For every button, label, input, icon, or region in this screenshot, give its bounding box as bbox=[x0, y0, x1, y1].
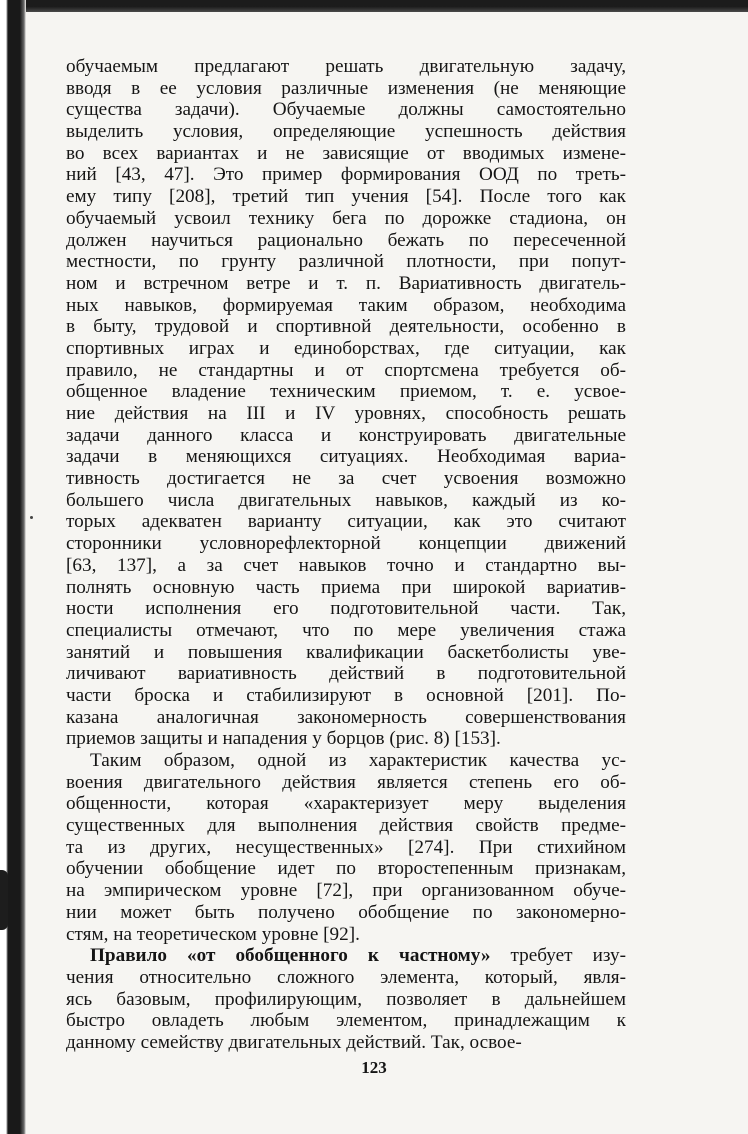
text-line bbox=[66, 945, 626, 967]
text-line: ном и встречном ветре и т. п. Вариативность двигатель- bbox=[66, 272, 626, 294]
text-line: тивность достигается не за счет усвоения возможно bbox=[66, 468, 626, 490]
text-line: казана аналогичная закономерность совершенствования bbox=[66, 706, 626, 728]
text-line: обучении обобщение идет по второстепенным признакам, bbox=[66, 858, 626, 880]
text-line: та из других, несущественных» [274]. При стихийном bbox=[66, 836, 626, 858]
binding-notch bbox=[0, 870, 8, 930]
text-line: вводя в ее условия различные изменения (не меняющие bbox=[66, 77, 626, 99]
text-line: спортивных играх и единоборствах, где ситуации, как bbox=[66, 337, 626, 359]
text-line: сторонники условнорефлекторной концепции движений bbox=[66, 533, 626, 555]
text-line: общенности, которая «характеризует меру выделения bbox=[66, 793, 626, 815]
text-line: занятий и повышения квалификации баскетболисты уве- bbox=[66, 641, 626, 663]
text-line: приемов защиты и нападения у борцов (рис. 8) [153]. bbox=[66, 728, 501, 750]
paragraph-continued bbox=[66, 56, 626, 750]
text-line: стям, на теоретическом уровне [92]. bbox=[66, 923, 360, 945]
text-line: личивают вариативность действий в подготовительной bbox=[66, 663, 626, 685]
text-line: данному семейству двигательных действий. Так, освое- bbox=[66, 1031, 522, 1053]
paragraph-rule-general-to-specific bbox=[66, 945, 626, 1053]
text-line: воения двигательного действия является степень его об- bbox=[66, 771, 626, 793]
text-line: правило, не стандартны и от спортсмена требуется об- bbox=[66, 359, 626, 381]
text-line: существа задачи). Обучаемые должны самостоятельно bbox=[66, 99, 626, 121]
scan-speck bbox=[30, 516, 33, 519]
text-line: большего числа двигательных навыков, каждый из ко- bbox=[66, 489, 626, 511]
page-body-text bbox=[66, 56, 626, 1054]
text-line: нии может быть получено обобщение по закономерно- bbox=[66, 901, 626, 923]
text-line: ясь базовым, профилирующим, позволяет в дальнейшем bbox=[66, 988, 626, 1010]
paragraph-generalization bbox=[66, 750, 626, 945]
page-number: 123 bbox=[361, 1058, 387, 1077]
text-line: ний [43, 47]. Это пример формирования ООД по треть- bbox=[66, 164, 626, 186]
text-line: ему типу [208], третий тип учения [54]. После того как bbox=[66, 186, 626, 208]
text-line: ных навыков, формируемая таким образом, необходима bbox=[66, 294, 626, 316]
text-line: ние действия на III и IV уровнях, способность решать bbox=[66, 403, 626, 424]
text-line: на эмпирическом уровне [72], при организованном обуче- bbox=[66, 880, 626, 902]
rule-title: Правило «от обобщенного к частному» bbox=[90, 945, 491, 967]
text-line: во всех вариантах и не зависящие от вводимых измене- bbox=[66, 142, 626, 164]
text-line: должен научиться рационально бежать по пересеченной bbox=[66, 229, 626, 251]
text-line: полнять основную часть приема при широкой вариатив- bbox=[66, 576, 626, 598]
text-line: обучаемым предлагают решать двигательную задачу, bbox=[66, 56, 626, 77]
text-line: [63, 137], а за счет навыков точно и стандартно вы- bbox=[66, 554, 626, 576]
text-line: Таким образом, одной из характеристик качества ус- bbox=[90, 750, 626, 771]
text-line: в быту, трудовой и спортивной деятельности, особенно в bbox=[66, 316, 626, 338]
text-line: торых адекватен варианту ситуации, как это считают bbox=[66, 511, 626, 533]
text-line: существенных для выполнения действия свойств предме- bbox=[66, 815, 626, 837]
text-line: общенное владение техническим приемом, т. е. усвое- bbox=[66, 381, 626, 403]
text-line: быстро овладеть любым элементом, принадлежащим к bbox=[66, 1010, 626, 1032]
rule-title-continuation: требует изу- bbox=[490, 945, 626, 967]
text-line: задачи в меняющихся ситуациях. Необходимая вариа- bbox=[66, 446, 626, 468]
text-line: местности, по грунту различной плотности, при попут- bbox=[66, 251, 626, 273]
text-line: части броска и стабилизируют в основной [201]. По- bbox=[66, 684, 626, 706]
text-line: ности исполнения его подготовительной части. Так, bbox=[66, 598, 626, 620]
book-binding-edge bbox=[0, 0, 26, 1134]
scan-top-edge bbox=[0, 0, 748, 12]
text-line: обучаемый усвоил технику бега по дорожке стадиона, он bbox=[66, 207, 626, 229]
text-line: специалисты отмечают, что по мере увеличения стажа bbox=[66, 619, 626, 641]
text-line: задачи данного класса и конструировать двигательные bbox=[66, 424, 626, 446]
text-line: чения относительно сложного элемента, который, явля- bbox=[66, 966, 626, 988]
text-line: выделить условия, определяющие успешность действия bbox=[66, 121, 626, 143]
